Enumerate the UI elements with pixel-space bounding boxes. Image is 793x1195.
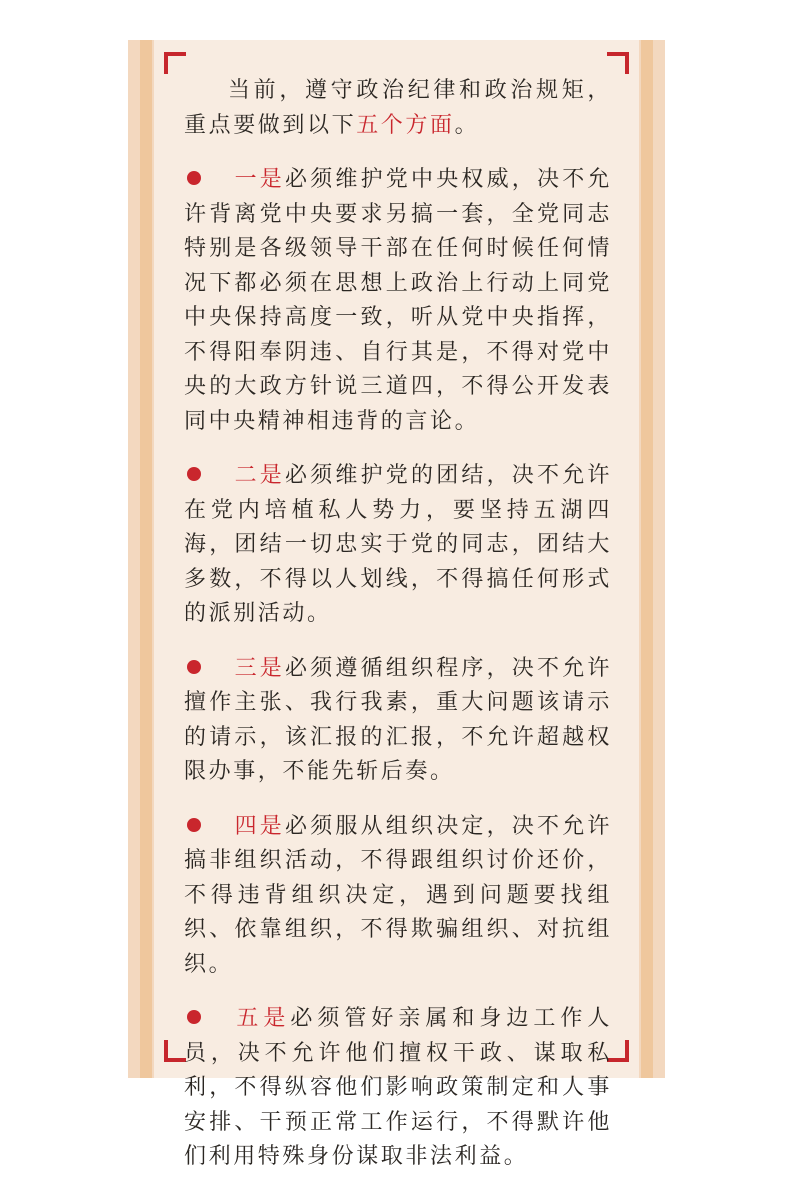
corner-bracket-bottom-left-icon xyxy=(164,1040,186,1062)
intro-end: 。 xyxy=(454,112,480,138)
item-lead: 三是 xyxy=(234,655,285,681)
item-lead: 四是 xyxy=(234,813,285,839)
bullet-dot-icon xyxy=(187,1010,201,1024)
list-item xyxy=(184,1002,612,1175)
corner-bracket-top-right-icon xyxy=(607,52,629,74)
list-item xyxy=(184,652,612,790)
corner-bracket-top-left-icon xyxy=(164,52,186,74)
item-text: 必须遵循组织程序，决不允许擅作主张、我行我素，重大问题该请示的请示，该汇报的汇报，不允许超越权限办事，不能先斩后奏。 xyxy=(184,655,612,784)
bullet-dot-icon xyxy=(187,467,201,481)
list-item xyxy=(184,163,612,439)
list-item xyxy=(184,810,612,983)
article-body xyxy=(184,74,612,1195)
right-gold-stripe xyxy=(641,40,653,1078)
list-item xyxy=(184,459,612,632)
bullet-dot-icon xyxy=(187,171,201,185)
intro-paragraph xyxy=(184,74,612,143)
bullet-dot-icon xyxy=(187,818,201,832)
item-text: 必须维护党中央权威，决不允许背离党中央要求另搞一套，全党同志特别是各级领导干部在任何时候任何情况下都必须在思想上政治上行动上同党中央保持高度一致，听从党中央指挥，不得阳奉阴违、自行其是，不得对党中央的大政方针说三道四，不得公开发表同中央精神相违背的言论。 xyxy=(184,167,612,434)
bullet-dot-icon xyxy=(187,660,201,674)
intro-text: 当前，遵守政治纪律和政治规矩，重点要做到以下 xyxy=(184,78,612,138)
item-lead: 一是 xyxy=(234,167,285,192)
item-text: 必须维护党的团结，决不允许在党内培植私人势力，要坚持五湖四海，团结一切忠实于党的同志，团结大多数，不得以人划线，不得搞任何形式的派别活动。 xyxy=(184,463,612,626)
item-text: 必须管好亲属和身边工作人员，决不允许他们擅权干政、谋取私利，不得纵容他们影响政策制定和人事安排、干预正常工作运行，不得默许他们利用特殊身份谋取非法利益。 xyxy=(184,1006,613,1169)
item-text: 必须服从组织决定，决不允许搞非组织活动，不得跟组织讨价还价，不得违背组织决定，遇到问题要找组织、依靠组织，不得欺骗组织、对抗组织。 xyxy=(184,813,612,977)
left-gold-stripe xyxy=(140,40,152,1078)
item-lead: 五是 xyxy=(234,1006,291,1031)
intro-highlight: 五个方面 xyxy=(356,112,455,138)
item-lead: 二是 xyxy=(234,463,285,488)
